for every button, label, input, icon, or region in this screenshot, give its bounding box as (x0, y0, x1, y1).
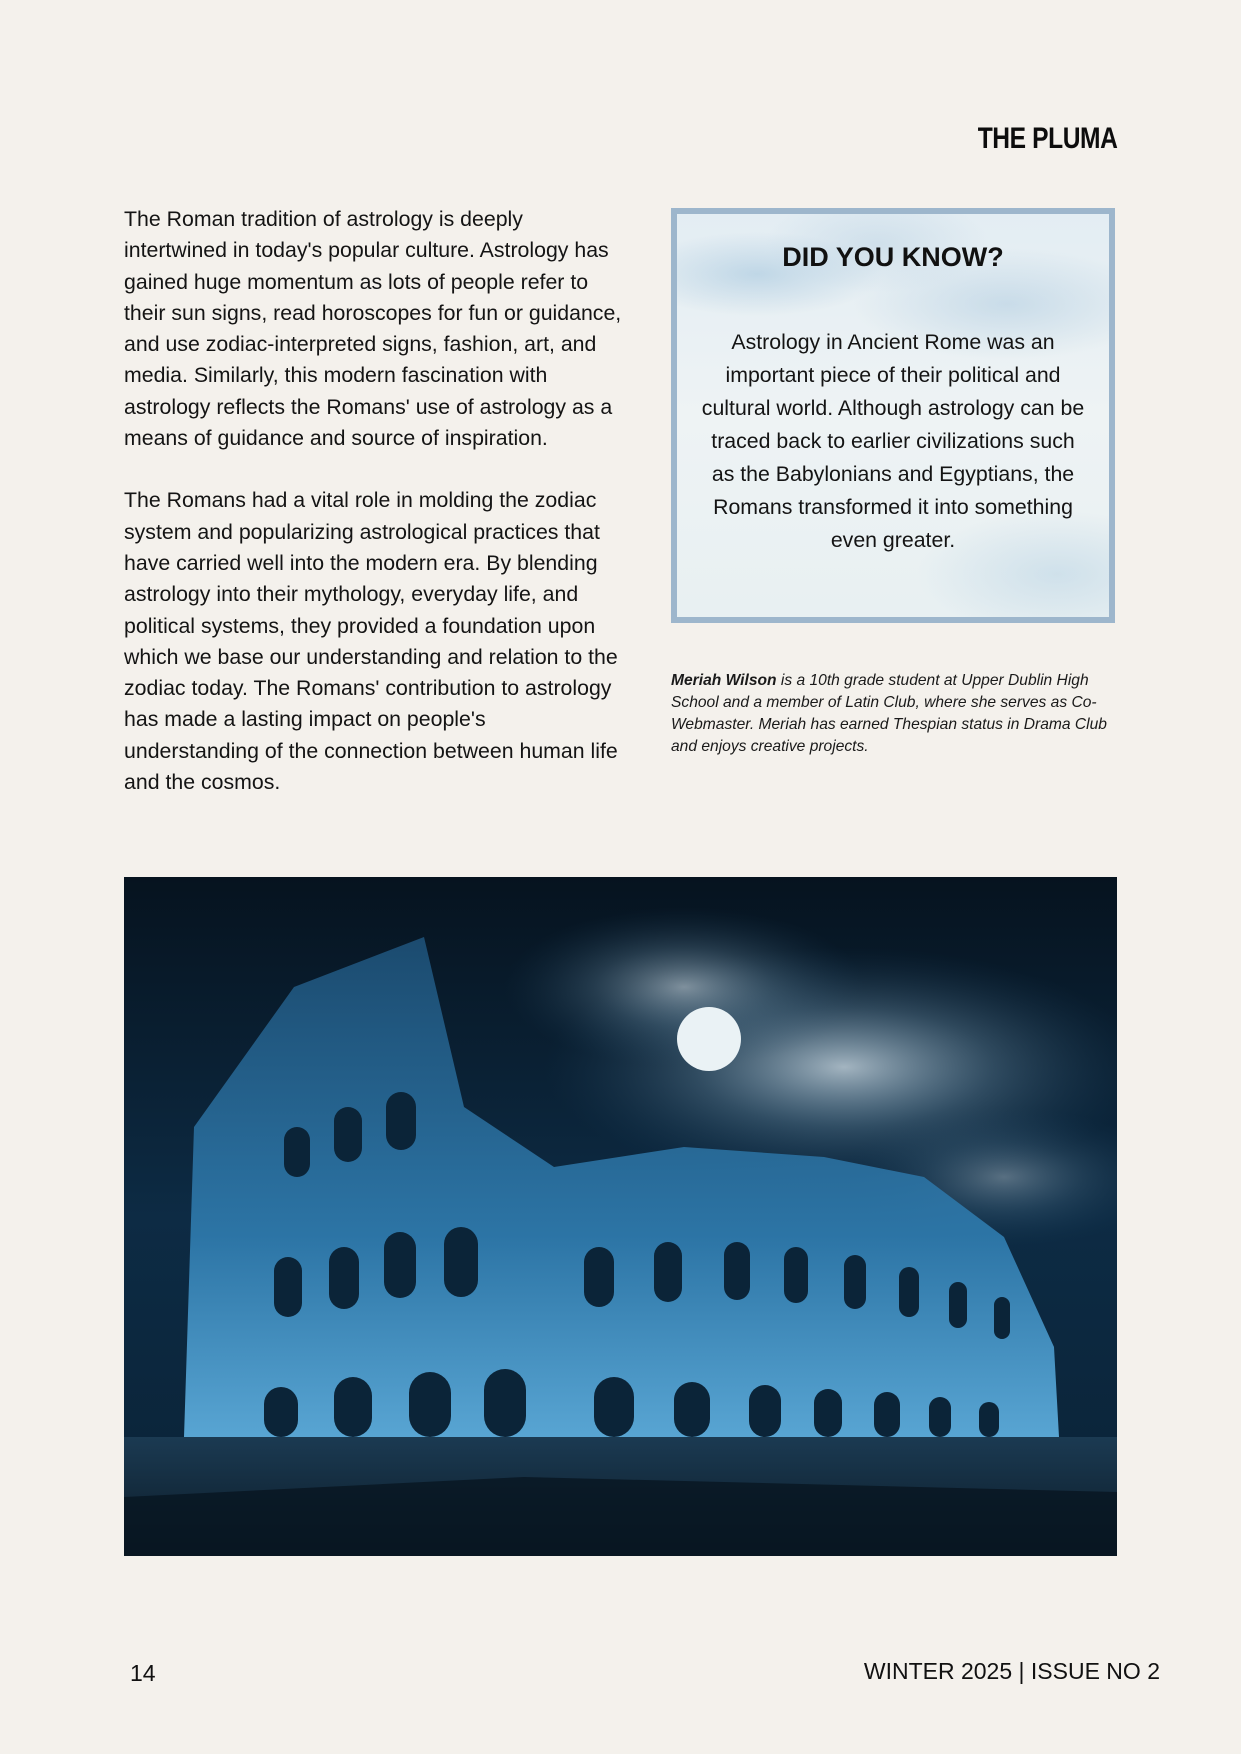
masthead: THE PLUMA (977, 122, 1117, 155)
did-you-know-body: Astrology in Ancient Rome was an important piece of their political and cultural world. Although astrology can be traced back to earlier civilizations such as the Babylonians and Egyptians, the Romans transformed it into something even greater. (701, 330, 1085, 552)
page-number: 14 (130, 1660, 156, 1686)
issue-label: WINTER 2025 | ISSUE NO 2 (863, 1658, 1160, 1684)
moon-icon (677, 1007, 741, 1071)
author-bio (671, 670, 1121, 758)
article-paragraph-1: The Roman tradition of astrology is deeply intertwined in today's popular culture. Astrology has gained huge momentum as lots of people refer to their sun signs, read horoscopes for fun or guidance, and use zodiac-interpreted signs, fashion, art, and media. Similarly, this modern fascination with astrology reflects the Romans' use of astrology as a means of guidance and source of inspiration. (124, 207, 622, 451)
article-paragraph-2: The Romans had a vital role in molding the zodiac system and popularizing astrological practices that have carried well into the modern era. By blending astrology into their mythology, everyday life, and political systems, they provided a foundation upon which we base our understanding and relation to the zodiac today. The Romans' contribution to astrology has made a lasting impact on people's understanding of the connection between human life and the cosmos. (124, 488, 618, 795)
did-you-know-box (671, 208, 1115, 623)
colosseum-night-moon-photo (124, 877, 1117, 1556)
article-body (124, 204, 624, 829)
author-bio-text: is a 10th grade student at Upper Dublin High School and a member of Latin Club, where she serves as Co-Webmaster. Meriah has earned Thespian status in Drama Club and enjoys creative projects. (671, 672, 1107, 755)
did-you-know-title: DID YOU KNOW? (782, 242, 1004, 272)
author-name: Meriah Wilson (671, 672, 777, 689)
